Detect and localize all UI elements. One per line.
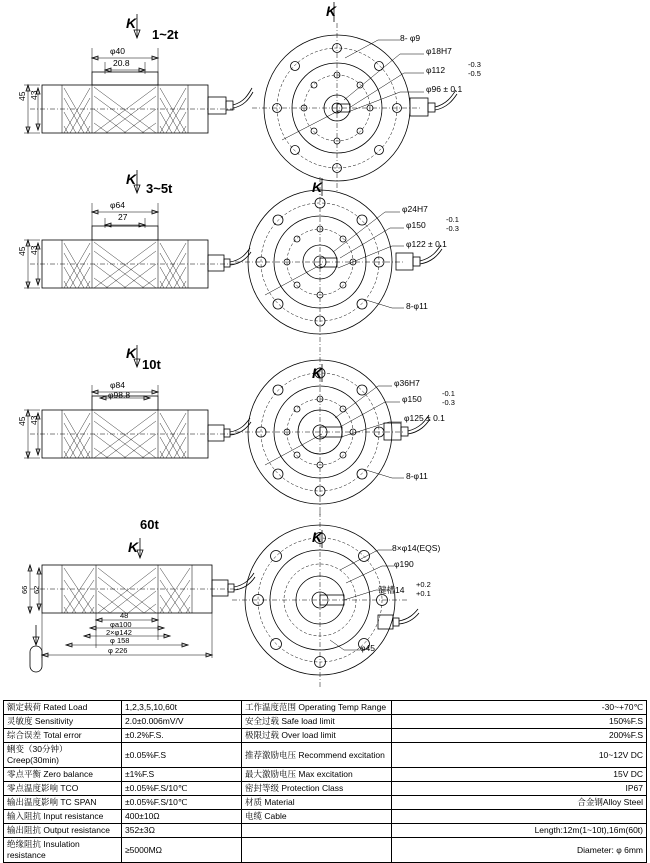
dim-phi158-60t: φ 158 xyxy=(110,636,130,645)
front-label-8-phi11-10t: 8-φ11 xyxy=(406,471,428,481)
spec-label: 绝缘阻抗 Insulation resistance xyxy=(4,838,122,863)
spec-value: ±0.05%F.S/10℃ xyxy=(122,782,242,796)
spec-label: 输出温度影响 TC SPAN xyxy=(4,796,122,810)
spec-value: 合金钢Alloy Steel xyxy=(392,796,647,810)
spec-value: ±1%F.S xyxy=(122,768,242,782)
spec-value xyxy=(392,810,647,824)
dim-66-60t: 66 xyxy=(20,585,29,594)
dim-208-1-2t: 20.8 xyxy=(113,58,130,68)
spec-table-body xyxy=(4,701,647,863)
dim-62-60t: 62 xyxy=(32,585,41,594)
side-view-3-5t xyxy=(24,170,251,288)
spec-label: 密封等级 Protection Class xyxy=(242,782,392,796)
dim-45-3-5t: 45 xyxy=(17,246,27,256)
spec-value: -30~+70℃ xyxy=(392,701,647,715)
tol-upper-keyway-60t: +0.2 xyxy=(416,580,431,589)
k-arrow-label-side-3-5t: K xyxy=(126,171,137,187)
dim-43-10t: 43 xyxy=(29,415,39,425)
tol-lower-keyway-60t: +0.1 xyxy=(416,589,431,598)
spec-value: 400±10Ω xyxy=(122,810,242,824)
dim-phi988-10t: φ98.8 xyxy=(108,390,131,400)
k-arrow-label-front-3-5t: K xyxy=(312,179,323,195)
table-row xyxy=(4,824,647,838)
dim-43-3-5t: 43 xyxy=(29,245,39,255)
side-view-10t xyxy=(24,345,251,458)
spec-value: ±0.05%F.S xyxy=(122,743,242,768)
front-label-8x-phi14-60t: 8×φ14(EQS) xyxy=(392,543,441,553)
front-label-phi24h7-3-5t: φ24H7 xyxy=(402,204,428,214)
spec-label: 推荐激励电压 Recommend excitation xyxy=(242,743,392,768)
k-arrow-label-front-1-2t: K xyxy=(326,3,337,19)
front-label-phi45-60t: φ45 xyxy=(360,643,375,653)
tol-upper-phi150-10t: -0.1 xyxy=(442,389,455,398)
spec-value: 1,2,3,5,10,60t xyxy=(122,701,242,715)
spec-value: 2.0±0.006mV/V xyxy=(122,715,242,729)
dim-43-1-2t: 43 xyxy=(29,90,39,100)
spec-value: 10~12V DC xyxy=(392,743,647,768)
title-1-2t: 1~2t xyxy=(152,27,179,42)
dim-phi-a100-60t: φa100 xyxy=(110,620,132,629)
spec-label: 灵敏度 Sensitivity xyxy=(4,715,122,729)
spec-value: 150%F.S xyxy=(392,715,647,729)
title-60t: 60t xyxy=(140,517,159,532)
spec-value: ±0.05%F.S/10℃ xyxy=(122,796,242,810)
dim-45-1-2t: 45 xyxy=(17,91,27,101)
front-label-phi18h7-1-2t: φ18H7 xyxy=(426,46,452,56)
front-label-phi36h7-10t: φ36H7 xyxy=(394,378,420,388)
side-view-60t xyxy=(28,538,255,672)
table-row xyxy=(4,715,647,729)
spec-label: 电缆 Cable xyxy=(242,810,392,824)
tol-lower-phi150-3-5t: -0.3 xyxy=(446,224,459,233)
front-label-phi150-3-5t: φ150 xyxy=(406,220,426,230)
dim-27-3-5t: 27 xyxy=(118,212,128,222)
spec-label: 材质 Material xyxy=(242,796,392,810)
table-row xyxy=(4,768,647,782)
specification-table xyxy=(3,700,647,863)
spec-label xyxy=(242,838,392,863)
spec-value: ±0.2%F.S. xyxy=(122,729,242,743)
side-view-1-2t xyxy=(24,14,253,133)
spec-value: 200%F.S xyxy=(392,729,647,743)
front-label-phi125-10t: φ125 ± 0.1 xyxy=(404,413,445,423)
k-arrow-label-front-10t: K xyxy=(312,365,323,381)
spec-label: 安全过载 Safe load limit xyxy=(242,715,392,729)
spec-value: Diameter: φ 6mm xyxy=(392,838,647,863)
front-view-1-2t xyxy=(252,2,457,193)
spec-label xyxy=(242,824,392,838)
dim-phi226-60t: φ 226 xyxy=(108,646,128,655)
spec-label: 额定载荷 Rated Load xyxy=(4,701,122,715)
spec-label: 综合误差 Total error xyxy=(4,729,122,743)
spec-value: IP67 xyxy=(392,782,647,796)
front-label-phi190-60t: φ190 xyxy=(394,559,414,569)
spec-value: 352±3Ω xyxy=(122,824,242,838)
table-row xyxy=(4,838,647,863)
front-label-phi150-10t: φ150 xyxy=(402,394,422,404)
table-row xyxy=(4,810,647,824)
front-view-3-5t xyxy=(235,177,442,347)
tol-lower-phi112-1-2t: -0.5 xyxy=(468,69,481,78)
spec-label: 蜊变（30分钟）Creep(30min) xyxy=(4,743,122,768)
spec-label: 工作温度范围 Operating Temp Range xyxy=(242,701,392,715)
k-arrow-label-side-1-2t: K xyxy=(126,15,137,31)
k-arrow-label-side-60t: K xyxy=(128,539,139,555)
table-row xyxy=(4,743,647,768)
front-label-phi96-1-2t: φ96 ± 0.1 xyxy=(426,84,463,94)
k-arrow-label-side-10t: K xyxy=(126,345,137,361)
front-view-10t xyxy=(235,347,430,517)
title-3-5t: 3~5t xyxy=(146,181,173,196)
spec-value: 15V DC xyxy=(392,768,647,782)
spec-label: 最大激励电压 Max excitation xyxy=(242,768,392,782)
table-row xyxy=(4,782,647,796)
dim-45-10t: 45 xyxy=(17,416,27,426)
dim-48-60t: 48 xyxy=(120,611,129,620)
table-row xyxy=(4,796,647,810)
spec-label: 极限过载 Over load limit xyxy=(242,729,392,743)
spec-value: Length:12m(1~10t),16m(60t) xyxy=(392,824,647,838)
front-label-keyway-60t: 键槽14 xyxy=(378,585,405,595)
dim-2xphi142-60t: 2×φ142 xyxy=(106,628,132,637)
dim-phi64-3-5t: φ64 xyxy=(110,200,125,210)
k-arrow-label-front-60t: K xyxy=(312,529,323,545)
table-row xyxy=(4,701,647,715)
spec-label: 零点温度影响 TCO xyxy=(4,782,122,796)
front-label-phi122-3-5t: φ122 ± 0.1 xyxy=(406,239,447,249)
title-10t: 10t xyxy=(142,357,161,372)
spec-label: 输入阻抗 Input resistance xyxy=(4,810,122,824)
tol-lower-phi150-10t: -0.3 xyxy=(442,398,455,407)
spec-label: 零点平衡 Zero balance xyxy=(4,768,122,782)
dim-phi40-1-2t: φ40 xyxy=(110,46,125,56)
tol-upper-phi150-3-5t: -0.1 xyxy=(446,215,459,224)
front-label-8-phi9-1-2t: 8- φ9 xyxy=(400,33,421,43)
tol-upper-phi112-1-2t: -0.3 xyxy=(468,60,481,69)
table-row xyxy=(4,729,647,743)
front-label-phi112-1-2t: φ112 xyxy=(426,65,446,75)
spec-label: 输出阻抗 Output resistance xyxy=(4,824,122,838)
dim-phi84-10t: φ84 xyxy=(110,380,125,390)
front-view-60t xyxy=(232,512,419,688)
spec-value: ≥5000MΩ xyxy=(122,838,242,863)
front-label-8-phi11-3-5t: 8-φ11 xyxy=(406,301,428,311)
